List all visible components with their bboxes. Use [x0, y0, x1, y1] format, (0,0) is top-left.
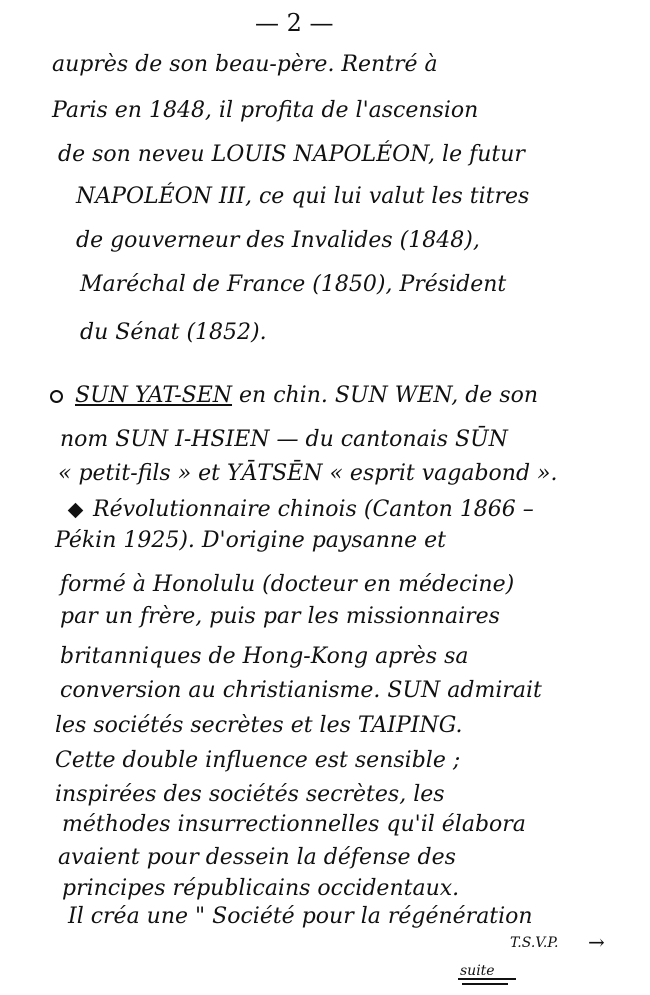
text-line: les sociétés secrètes et les TAIPING. [55, 713, 463, 738]
text-line: « petit-fils » et YĀTSĒN « esprit vagabond ». [58, 461, 558, 486]
text-span: en chin. SUN WEN, de son [232, 383, 539, 408]
catchword: suite [460, 963, 495, 979]
text-line: nom SUN I-HSIEN — du cantonais SŪN [60, 427, 508, 452]
underline-rule [458, 978, 516, 980]
text-line: principes républicains occidentaux. [62, 876, 460, 901]
entry-name: SUN YAT-SEN [75, 383, 233, 408]
text-line: auprès de son beau-père. Rentré à [52, 52, 438, 77]
page-number: — 2 — [255, 9, 334, 37]
text-line: de son neveu LOUIS NAPOLÉON, le futur [58, 142, 525, 167]
entry-heading-line [50, 383, 538, 409]
text-line: NAPOLÉON III, ce qui lui valut les titres [76, 184, 530, 209]
text-line: britanniques de Hong-Kong après sa [60, 644, 469, 669]
text-line: conversion au christianisme. SUN admirait [60, 678, 542, 703]
text-line: Paris en 1848, il profita de l'ascension [52, 98, 479, 123]
circle-bullet-icon [50, 390, 63, 403]
text-line: méthodes insurrectionnelles qu'il élabora [62, 812, 526, 837]
text-span: Révolutionnaire chinois (Canton 1866 – [93, 497, 534, 522]
text-line: Maréchal de France (1850), Président [80, 272, 507, 297]
text-line: inspirées des sociétés secrètes, les [55, 782, 445, 807]
text-line: du Sénat (1852). [80, 320, 267, 345]
text-line: de gouverneur des Invalides (1848), [76, 228, 480, 253]
text-line: Pékin 1925). D'origine paysanne et [55, 528, 446, 553]
text-line: Cette double influence est sensible ; [55, 748, 461, 773]
text-line: Il créa une " Société pour la régénération [68, 904, 533, 929]
text-line: avaient pour dessein la défense des [58, 845, 456, 870]
text-line: par un frère, puis par les missionnaires [60, 604, 500, 629]
text-line: formé à Honolulu (docteur en médecine) [60, 572, 515, 597]
text-line [70, 497, 534, 523]
arrow-right-icon: → [588, 930, 605, 954]
underline-rule [462, 983, 508, 985]
diamond-bullet-icon [68, 502, 84, 518]
continuation-abbrev: T.S.V.P. [510, 935, 559, 951]
